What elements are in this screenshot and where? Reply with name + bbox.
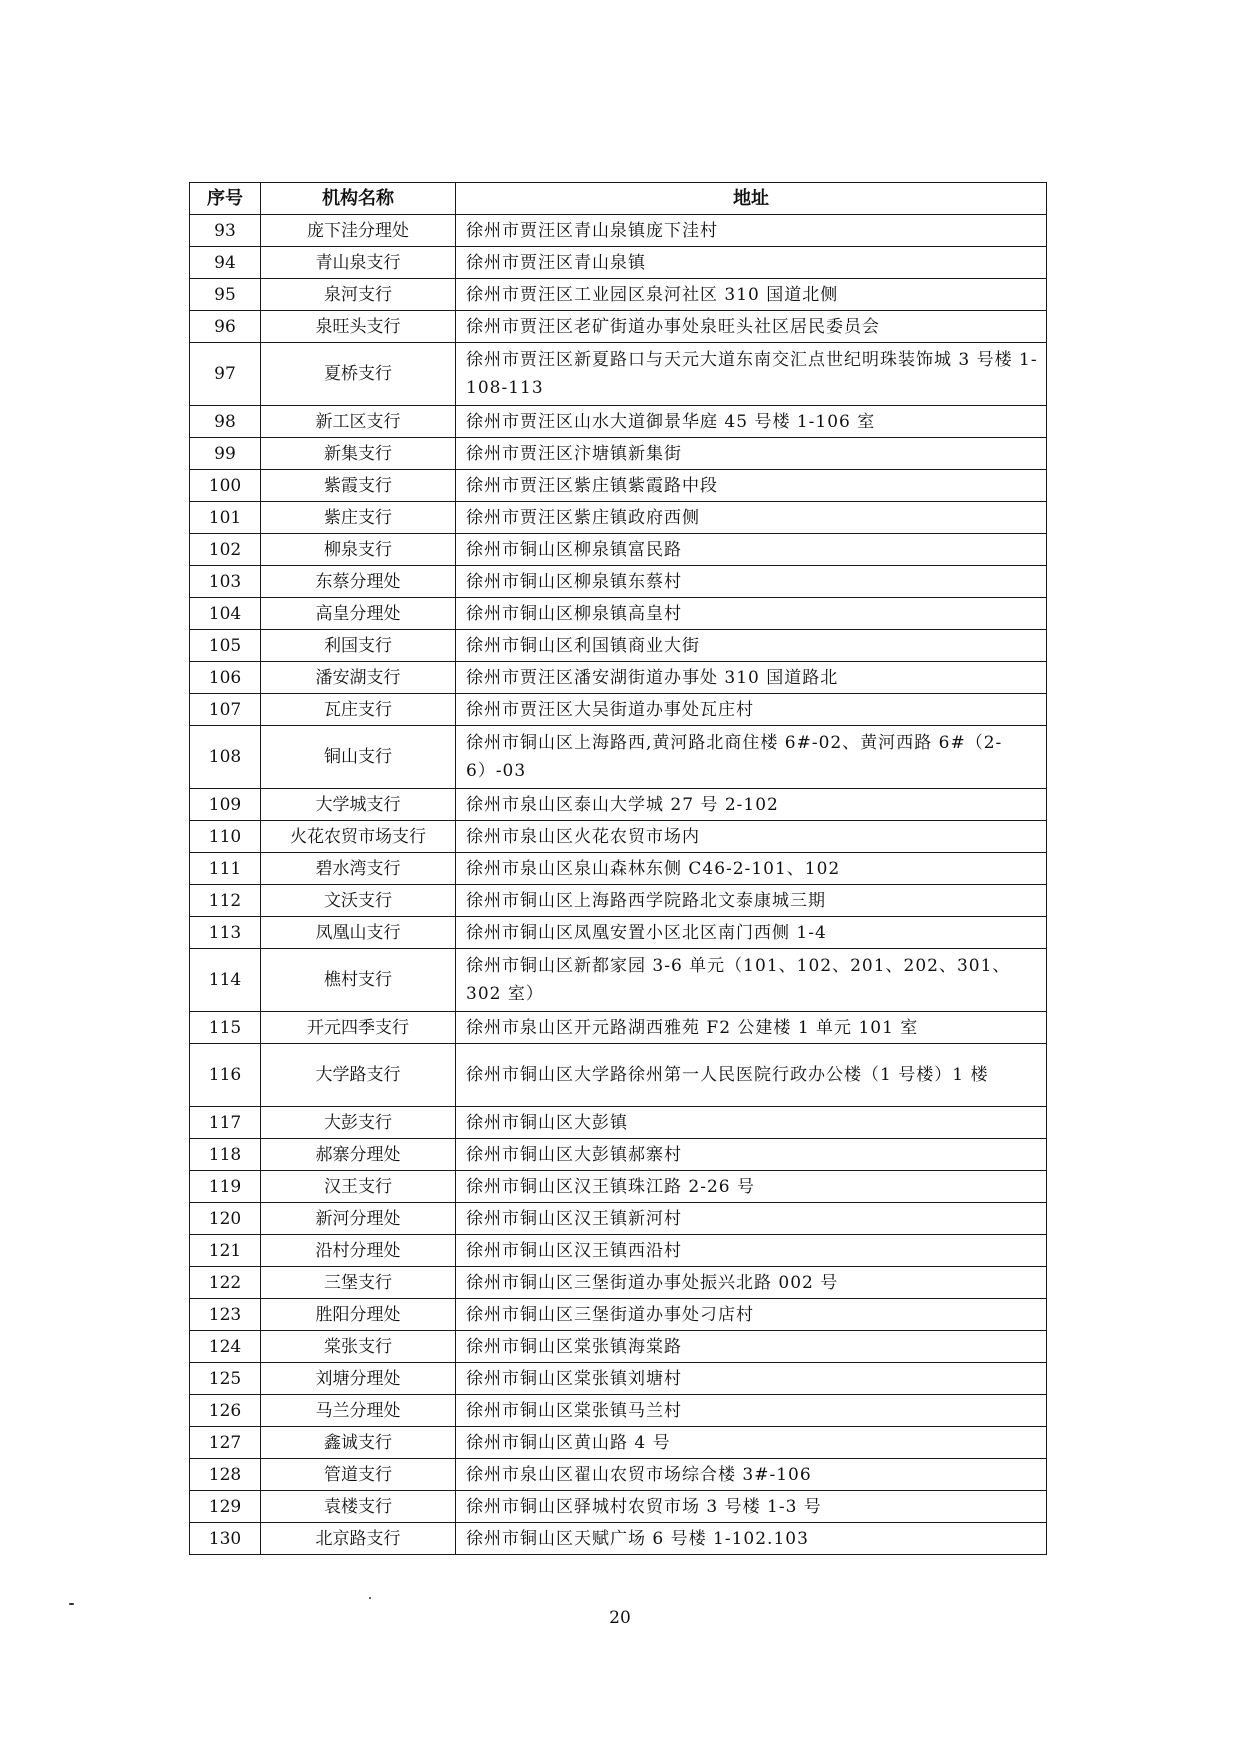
row-index-cell: 93	[190, 215, 261, 247]
scan-speck	[369, 1597, 371, 1599]
row-name-cell: 大学路支行	[261, 1044, 456, 1107]
row-name-cell: 碧水湾支行	[261, 853, 456, 885]
row-address-cell: 徐州市泉山区开元路湖西雅苑 F2 公建楼 1 单元 101 室	[456, 1012, 1047, 1044]
row-address-cell: 徐州市贾汪区汴塘镇新集街	[456, 438, 1047, 470]
row-name-cell: 新集支行	[261, 438, 456, 470]
row-name-cell: 凤凰山支行	[261, 917, 456, 949]
row-index-cell: 100	[190, 470, 261, 502]
row-address-cell: 徐州市泉山区翟山农贸市场综合楼 3#-106	[456, 1459, 1047, 1491]
row-address-cell: 徐州市铜山区棠张镇刘塘村	[456, 1363, 1047, 1395]
row-address-cell: 徐州市铜山区汉王镇新河村	[456, 1203, 1047, 1235]
row-index-cell: 122	[190, 1267, 261, 1299]
row-index-cell: 130	[190, 1523, 261, 1555]
table-row	[190, 1331, 1047, 1363]
row-name-cell: 泉旺头支行	[261, 311, 456, 343]
row-address-cell: 徐州市贾汪区潘安湖街道办事处 310 国道路北	[456, 662, 1047, 694]
row-name-cell: 瓦庄支行	[261, 694, 456, 726]
row-name-cell: 三堡支行	[261, 1267, 456, 1299]
table-row	[190, 502, 1047, 534]
row-name-cell: 郝寨分理处	[261, 1139, 456, 1171]
row-address-cell: 徐州市贾汪区大吴街道办事处瓦庄村	[456, 694, 1047, 726]
row-address-cell: 徐州市铜山区柳泉镇高皇村	[456, 598, 1047, 630]
row-index-cell: 112	[190, 885, 261, 917]
table-row	[190, 279, 1047, 311]
table-row	[190, 215, 1047, 247]
row-index-cell: 125	[190, 1363, 261, 1395]
row-index-cell: 107	[190, 694, 261, 726]
row-index-cell: 98	[190, 406, 261, 438]
row-name-cell: 汉王支行	[261, 1171, 456, 1203]
row-name-cell: 潘安湖支行	[261, 662, 456, 694]
table-row	[190, 917, 1047, 949]
row-index-cell: 97	[190, 343, 261, 406]
row-index-cell: 111	[190, 853, 261, 885]
row-name-cell: 新工区支行	[261, 406, 456, 438]
table-row	[190, 438, 1047, 470]
row-name-cell: 东蔡分理处	[261, 566, 456, 598]
row-address-cell: 徐州市铜山区柳泉镇东蔡村	[456, 566, 1047, 598]
row-index-cell: 99	[190, 438, 261, 470]
row-index-cell: 118	[190, 1139, 261, 1171]
page-number: 20	[609, 1608, 631, 1628]
table-row	[190, 1012, 1047, 1044]
row-name-cell: 刘塘分理处	[261, 1363, 456, 1395]
row-address-cell: 徐州市贾汪区老矿街道办事处泉旺头社区居民委员会	[456, 311, 1047, 343]
row-address-cell: 徐州市贾汪区工业园区泉河社区 310 国道北侧	[456, 279, 1047, 311]
table-row	[190, 1491, 1047, 1523]
table-row	[190, 694, 1047, 726]
row-index-cell: 105	[190, 630, 261, 662]
table-row	[190, 534, 1047, 566]
row-address-cell: 徐州市铜山区柳泉镇富民路	[456, 534, 1047, 566]
row-index-cell: 106	[190, 662, 261, 694]
table-row	[190, 1427, 1047, 1459]
row-name-cell: 庞下洼分理处	[261, 215, 456, 247]
table-row	[190, 1107, 1047, 1139]
row-name-cell: 北京路支行	[261, 1523, 456, 1555]
row-address-cell: 徐州市铜山区三堡街道办事处刁店村	[456, 1299, 1047, 1331]
row-address-cell: 徐州市铜山区棠张镇海棠路	[456, 1331, 1047, 1363]
row-index-cell: 124	[190, 1331, 261, 1363]
row-name-cell: 夏桥支行	[261, 343, 456, 406]
row-index-cell: 113	[190, 917, 261, 949]
row-name-cell: 泉河支行	[261, 279, 456, 311]
table-row	[190, 821, 1047, 853]
row-name-cell: 大彭支行	[261, 1107, 456, 1139]
row-index-cell: 127	[190, 1427, 261, 1459]
table-row	[190, 598, 1047, 630]
table-row	[190, 1267, 1047, 1299]
row-address-cell: 徐州市铜山区天赋广场 6 号楼 1-102.103	[456, 1523, 1047, 1555]
table-row	[190, 1139, 1047, 1171]
row-name-cell: 紫霞支行	[261, 470, 456, 502]
row-address-cell: 徐州市铜山区棠张镇马兰村	[456, 1395, 1047, 1427]
table-row	[190, 247, 1047, 279]
row-name-cell: 马兰分理处	[261, 1395, 456, 1427]
row-address-cell: 徐州市铜山区汉王镇珠江路 2-26 号	[456, 1171, 1047, 1203]
row-name-cell: 管道支行	[261, 1459, 456, 1491]
row-address-cell: 徐州市铜山区凤凰安置小区北区南门西侧 1-4	[456, 917, 1047, 949]
row-index-cell: 120	[190, 1203, 261, 1235]
table-row	[190, 885, 1047, 917]
table-row	[190, 1203, 1047, 1235]
table-row	[190, 470, 1047, 502]
row-address-cell: 徐州市贾汪区新夏路口与天元大道东南交汇点世纪明珠装饰城 3 号楼 1-108-113	[456, 343, 1047, 406]
table-row	[190, 343, 1047, 406]
row-index-cell: 101	[190, 502, 261, 534]
row-address-cell: 徐州市铜山区新都家园 3-6 单元（101、102、201、202、301、302 室）	[456, 949, 1047, 1012]
header-name: 机构名称	[261, 183, 456, 215]
table-row	[190, 1235, 1047, 1267]
row-address-cell: 徐州市铜山区汉王镇西沿村	[456, 1235, 1047, 1267]
row-address-cell: 徐州市铜山区大彭镇郝寨村	[456, 1139, 1047, 1171]
row-name-cell: 新河分理处	[261, 1203, 456, 1235]
row-index-cell: 123	[190, 1299, 261, 1331]
row-index-cell: 102	[190, 534, 261, 566]
row-address-cell: 徐州市泉山区泰山大学城 27 号 2-102	[456, 789, 1047, 821]
row-address-cell: 徐州市贾汪区青山泉镇庞下洼村	[456, 215, 1047, 247]
row-index-cell: 116	[190, 1044, 261, 1107]
row-name-cell: 棠张支行	[261, 1331, 456, 1363]
row-address-cell: 徐州市铜山区黄山路 4 号	[456, 1427, 1047, 1459]
table-row	[190, 1395, 1047, 1427]
table-row	[190, 662, 1047, 694]
table-row	[190, 1523, 1047, 1555]
row-index-cell: 128	[190, 1459, 261, 1491]
table-row	[190, 949, 1047, 1012]
row-name-cell: 袁楼支行	[261, 1491, 456, 1523]
row-index-cell: 109	[190, 789, 261, 821]
row-address-cell: 徐州市贾汪区山水大道御景华庭 45 号楼 1-106 室	[456, 406, 1047, 438]
row-index-cell: 115	[190, 1012, 261, 1044]
row-index-cell: 94	[190, 247, 261, 279]
row-name-cell: 紫庄支行	[261, 502, 456, 534]
row-address-cell: 徐州市贾汪区青山泉镇	[456, 247, 1047, 279]
row-name-cell: 火花农贸市场支行	[261, 821, 456, 853]
row-name-cell: 高皇分理处	[261, 598, 456, 630]
row-address-cell: 徐州市铜山区上海路西,黄河路北商住楼 6#-02、黄河西路 6#（2-6）-03	[456, 726, 1047, 789]
row-address-cell: 徐州市泉山区火花农贸市场内	[456, 821, 1047, 853]
row-address-cell: 徐州市铜山区大学路徐州第一人民医院行政办公楼（1 号楼）1 楼	[456, 1044, 1047, 1107]
row-address-cell: 徐州市泉山区泉山森林东侧 C46-2-101、102	[456, 853, 1047, 885]
table-row	[190, 789, 1047, 821]
table-row	[190, 630, 1047, 662]
row-address-cell: 徐州市铜山区三堡街道办事处振兴北路 002 号	[456, 1267, 1047, 1299]
row-name-cell: 沿村分理处	[261, 1235, 456, 1267]
row-index-cell: 110	[190, 821, 261, 853]
row-index-cell: 117	[190, 1107, 261, 1139]
header-index: 序号	[190, 183, 261, 215]
row-address-cell: 徐州市铜山区驿城村农贸市场 3 号楼 1-3 号	[456, 1491, 1047, 1523]
table-body	[190, 215, 1047, 1555]
row-index-cell: 95	[190, 279, 261, 311]
row-name-cell: 樵村支行	[261, 949, 456, 1012]
table-row	[190, 1459, 1047, 1491]
table-row	[190, 311, 1047, 343]
row-index-cell: 114	[190, 949, 261, 1012]
row-index-cell: 108	[190, 726, 261, 789]
row-index-cell: 119	[190, 1171, 261, 1203]
row-name-cell: 铜山支行	[261, 726, 456, 789]
row-name-cell: 鑫诚支行	[261, 1427, 456, 1459]
row-index-cell: 129	[190, 1491, 261, 1523]
branch-table	[189, 182, 1047, 1555]
row-index-cell: 104	[190, 598, 261, 630]
row-name-cell: 柳泉支行	[261, 534, 456, 566]
header-address: 地址	[456, 183, 1047, 215]
table-row	[190, 406, 1047, 438]
table-row	[190, 1044, 1047, 1107]
row-name-cell: 利国支行	[261, 630, 456, 662]
table-row	[190, 1363, 1047, 1395]
row-name-cell: 文沃支行	[261, 885, 456, 917]
row-address-cell: 徐州市贾汪区紫庄镇紫霞路中段	[456, 470, 1047, 502]
row-name-cell: 开元四季支行	[261, 1012, 456, 1044]
table-row	[190, 1299, 1047, 1331]
table-row	[190, 853, 1047, 885]
row-name-cell: 胜阳分理处	[261, 1299, 456, 1331]
row-index-cell: 103	[190, 566, 261, 598]
row-address-cell: 徐州市铜山区上海路西学院路北文泰康城三期	[456, 885, 1047, 917]
table-row	[190, 726, 1047, 789]
row-address-cell: 徐州市贾汪区紫庄镇政府西侧	[456, 502, 1047, 534]
scan-speck	[69, 1603, 74, 1605]
table-header-row	[190, 183, 1047, 215]
row-address-cell: 徐州市铜山区利国镇商业大街	[456, 630, 1047, 662]
row-index-cell: 126	[190, 1395, 261, 1427]
row-index-cell: 121	[190, 1235, 261, 1267]
row-index-cell: 96	[190, 311, 261, 343]
row-name-cell: 大学城支行	[261, 789, 456, 821]
row-name-cell: 青山泉支行	[261, 247, 456, 279]
table-row	[190, 566, 1047, 598]
table-row	[190, 1171, 1047, 1203]
row-address-cell: 徐州市铜山区大彭镇	[456, 1107, 1047, 1139]
